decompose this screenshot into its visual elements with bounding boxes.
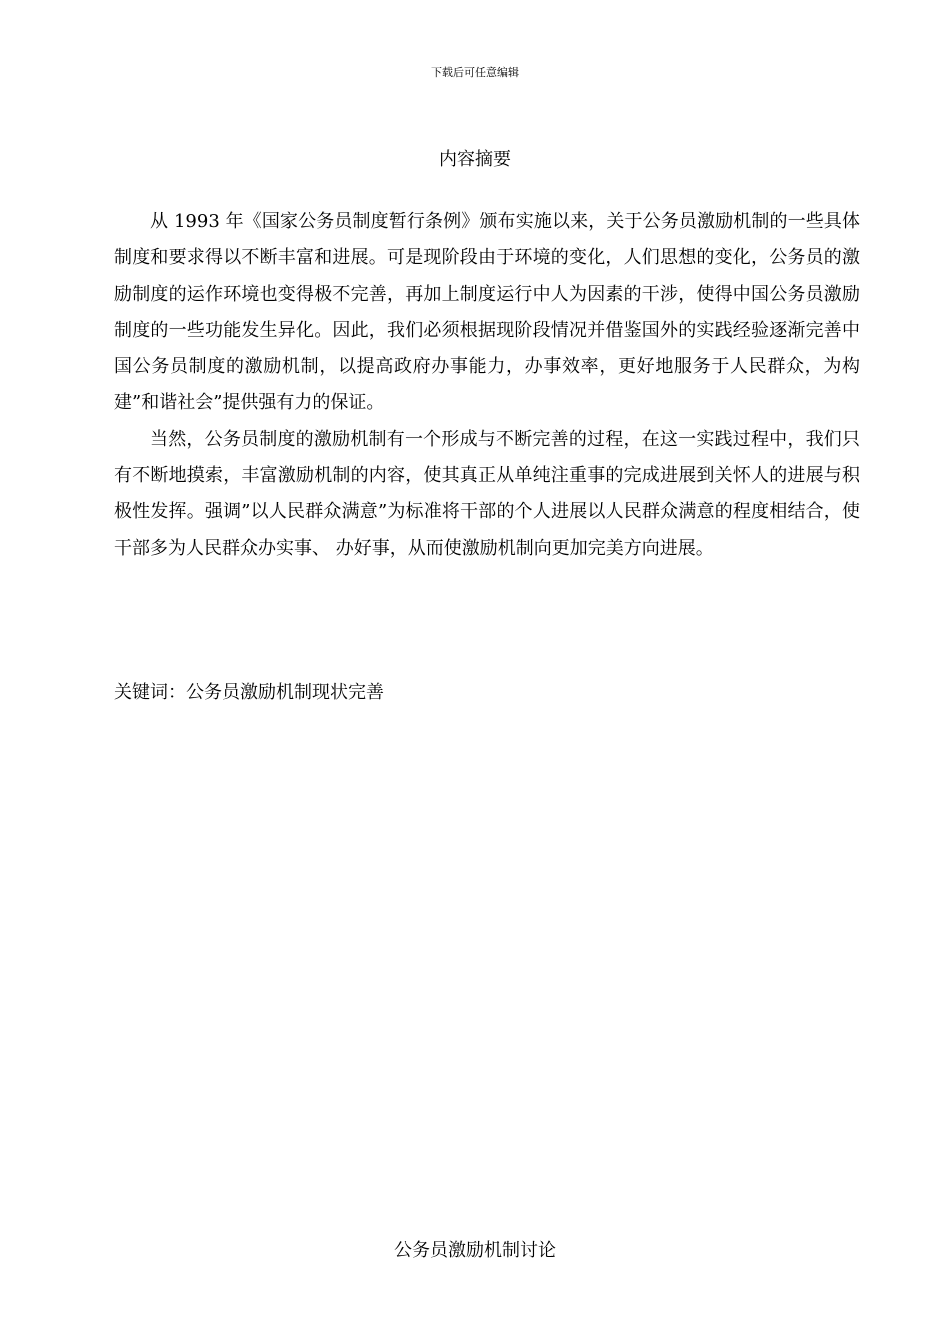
abstract-paragraph-1: 从 1993 年《国家公务员制度暂行条例》颁布实施以来，关于公务员激励机制的一些具体制度和要求得以不断丰富和进展。可是现阶段由于环境的变化，人们思想的变化，公务员的激励制度的运作环境也变得极不完善，再加上制度运行中人为因素的干涉，使得中国公务员激励制度的一些功能发生异化。因此，我们必须根据现阶段情况并借鉴国外的实践经验逐渐完善中国公务员制度的激励机制，以提高政府办事能力，办事效率，更好地服务于人民群众，为构建”和谐社会”提供强有力的保证。 xyxy=(114,211,860,414)
page-header-note: 下载后可任意编辑 xyxy=(431,66,519,79)
abstract-body xyxy=(114,204,860,567)
abstract-title: 内容摘要 xyxy=(439,149,511,170)
section-title: 公务员激励机制讨论 xyxy=(394,1240,556,1261)
abstract-paragraph-2: 当然，公务员制度的激励机制有一个形成与不断完善的过程，在这一实践过程中，我们只有不断地摸索，丰富激励机制的内容，使其真正从单纯注重事的完成进展到关怀人的进展与积极性发挥。强调”以人民群众满意”为标准将干部的个人进展以人民群众满意的程度相结合，使干部多为人民群众办实事、 办好事，从而使激励机制向更加完美方向进展。 xyxy=(114,428,860,559)
keywords-line: 关键词：公务员激励机制现状完善 xyxy=(114,682,384,703)
